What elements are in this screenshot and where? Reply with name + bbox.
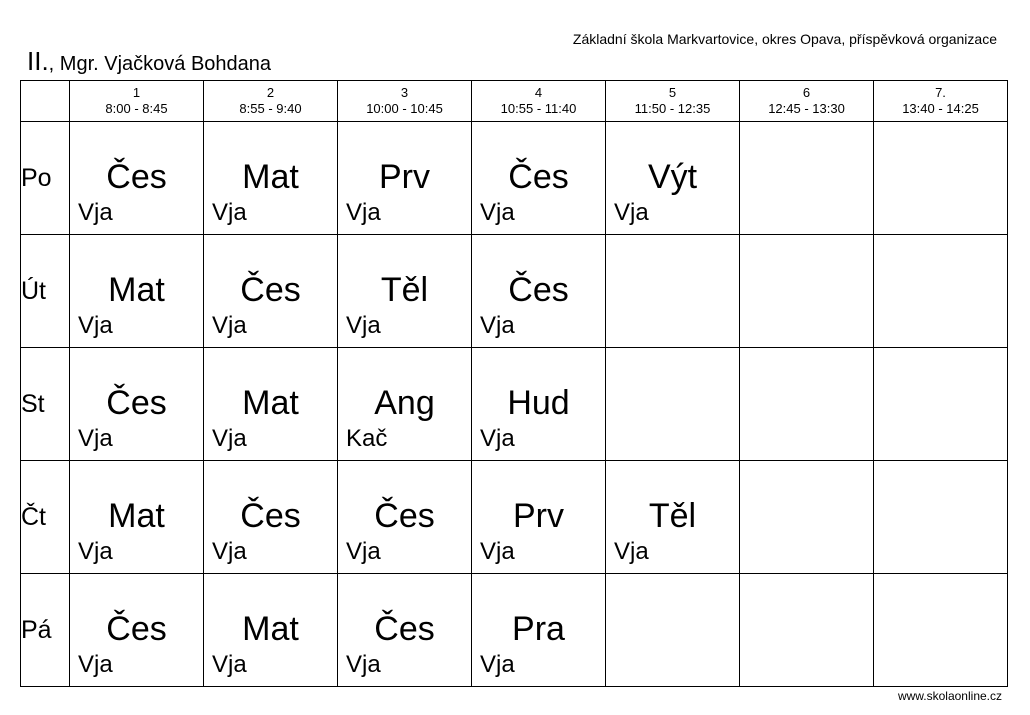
- lesson-subject: Čes: [508, 158, 569, 196]
- lesson-cell: [874, 235, 1008, 348]
- lesson-cell: [472, 122, 606, 235]
- period-time: 11:50 - 12:35: [634, 101, 711, 116]
- day-row: [21, 235, 1008, 348]
- corner-cell: [21, 81, 70, 122]
- lesson-teacher: Vja: [212, 312, 247, 339]
- lesson-subject: Mat: [108, 271, 165, 309]
- lesson-teacher: Vja: [480, 312, 515, 339]
- lesson-cell: [472, 348, 606, 461]
- lesson-subject: Čes: [106, 384, 167, 422]
- lesson-cell: [606, 461, 740, 574]
- lesson-cell: [204, 348, 338, 461]
- lesson-subject: Čes: [240, 497, 301, 535]
- period-time: 13:40 - 14:25: [902, 101, 979, 116]
- lesson-cell: [606, 122, 740, 235]
- lesson-cell: [204, 122, 338, 235]
- lesson-subject: Čes: [106, 158, 167, 196]
- period-number: 4: [534, 85, 543, 100]
- period-header: [472, 81, 606, 122]
- lesson-teacher: Vja: [212, 538, 247, 565]
- lesson-teacher: Vja: [346, 312, 381, 339]
- period-number: 2: [266, 85, 275, 100]
- day-label: Út: [21, 235, 70, 348]
- lesson-cell: [472, 574, 606, 687]
- lesson-cell: [740, 574, 874, 687]
- lesson-cell: [874, 574, 1008, 687]
- lesson-teacher: Vja: [480, 538, 515, 565]
- footer-url: www.skolaonline.cz: [897, 689, 1002, 703]
- day-row: [21, 574, 1008, 687]
- day-label: Čt: [21, 461, 70, 574]
- lesson-subject: Pra: [512, 610, 565, 648]
- lesson-subject: Mat: [242, 384, 299, 422]
- lesson-cell: [606, 348, 740, 461]
- lesson-cell: [606, 235, 740, 348]
- lesson-cell: [70, 235, 204, 348]
- lesson-cell: [204, 574, 338, 687]
- lesson-subject: Hud: [507, 384, 570, 422]
- lesson-cell: [70, 348, 204, 461]
- lesson-cell: [70, 122, 204, 235]
- lesson-cell: [70, 461, 204, 574]
- day-row: [21, 461, 1008, 574]
- lesson-subject: Výt: [647, 158, 698, 196]
- period-header: [70, 81, 204, 122]
- lesson-teacher: Vja: [346, 651, 381, 678]
- lesson-subject: Mat: [242, 610, 299, 648]
- lesson-teacher: Vja: [78, 651, 113, 678]
- period-header-row: [21, 81, 1008, 122]
- lesson-cell: [338, 235, 472, 348]
- teacher-name: , Mgr. Vjačková Bohdana: [48, 53, 272, 75]
- period-time: 8:00 - 8:45: [105, 101, 168, 116]
- period-number: 1: [132, 85, 141, 100]
- class-name: II.: [27, 46, 49, 76]
- lesson-cell: [338, 461, 472, 574]
- lesson-cell: [472, 461, 606, 574]
- lesson-cell: [338, 574, 472, 687]
- lesson-teacher: Vja: [78, 425, 113, 452]
- lesson-teacher: Vja: [78, 199, 113, 226]
- timetable: [20, 80, 1008, 687]
- lesson-cell: [740, 461, 874, 574]
- period-number: 5: [668, 85, 677, 100]
- lesson-cell: [606, 574, 740, 687]
- day-row: [21, 122, 1008, 235]
- period-header: [874, 81, 1008, 122]
- lesson-teacher: Vja: [346, 538, 381, 565]
- lesson-cell: [740, 348, 874, 461]
- lesson-cell: [204, 461, 338, 574]
- lesson-cell: [740, 122, 874, 235]
- lesson-teacher: Vja: [480, 425, 515, 452]
- period-number: 6: [802, 85, 811, 100]
- lesson-teacher: Vja: [78, 538, 113, 565]
- day-row: [21, 348, 1008, 461]
- lesson-teacher: Vja: [212, 199, 247, 226]
- lesson-subject: Těl: [648, 497, 697, 535]
- lesson-cell: [204, 235, 338, 348]
- lesson-cell: [740, 235, 874, 348]
- lesson-teacher: Vja: [212, 651, 247, 678]
- lesson-teacher: Vja: [480, 651, 515, 678]
- day-label: St: [21, 348, 70, 461]
- lesson-subject: Mat: [108, 497, 165, 535]
- lesson-subject: Čes: [106, 610, 167, 648]
- period-time: 10:55 - 11:40: [500, 101, 577, 116]
- period-time: 10:00 - 10:45: [366, 101, 443, 116]
- page-title: [27, 46, 271, 77]
- day-label: Po: [21, 122, 70, 235]
- lesson-cell: [70, 574, 204, 687]
- lesson-subject: Čes: [374, 610, 435, 648]
- lesson-teacher: Vja: [78, 312, 113, 339]
- lesson-teacher: Vja: [614, 538, 649, 565]
- lesson-subject: Čes: [240, 271, 301, 309]
- lesson-cell: [472, 235, 606, 348]
- lesson-subject: Prv: [379, 158, 430, 196]
- lesson-teacher: Kač: [346, 425, 388, 452]
- lesson-teacher: Vja: [614, 199, 649, 226]
- period-header: [740, 81, 874, 122]
- period-time: 8:55 - 9:40: [239, 101, 302, 116]
- period-header: [338, 81, 472, 122]
- lesson-cell: [874, 348, 1008, 461]
- period-time: 12:45 - 13:30: [768, 101, 845, 116]
- lesson-subject: Těl: [380, 271, 429, 309]
- period-number: 7.: [935, 85, 946, 100]
- lesson-teacher: Vja: [212, 425, 247, 452]
- school-name: Základní škola Markvartovice, okres Opava, příspěvková organizace: [572, 31, 997, 47]
- lesson-subject: Mat: [242, 158, 299, 196]
- lesson-cell: [874, 461, 1008, 574]
- lesson-subject: Čes: [508, 271, 569, 309]
- lesson-teacher: Vja: [480, 199, 515, 226]
- lesson-cell: [338, 122, 472, 235]
- lesson-teacher: Vja: [346, 199, 381, 226]
- lesson-subject: Prv: [513, 497, 564, 535]
- period-header: [606, 81, 740, 122]
- period-number: 3: [400, 85, 409, 100]
- period-header: [204, 81, 338, 122]
- lesson-subject: Čes: [374, 497, 435, 535]
- lesson-cell: [874, 122, 1008, 235]
- lesson-subject: Ang: [374, 384, 435, 422]
- lesson-cell: [338, 348, 472, 461]
- day-label: Pá: [21, 574, 70, 687]
